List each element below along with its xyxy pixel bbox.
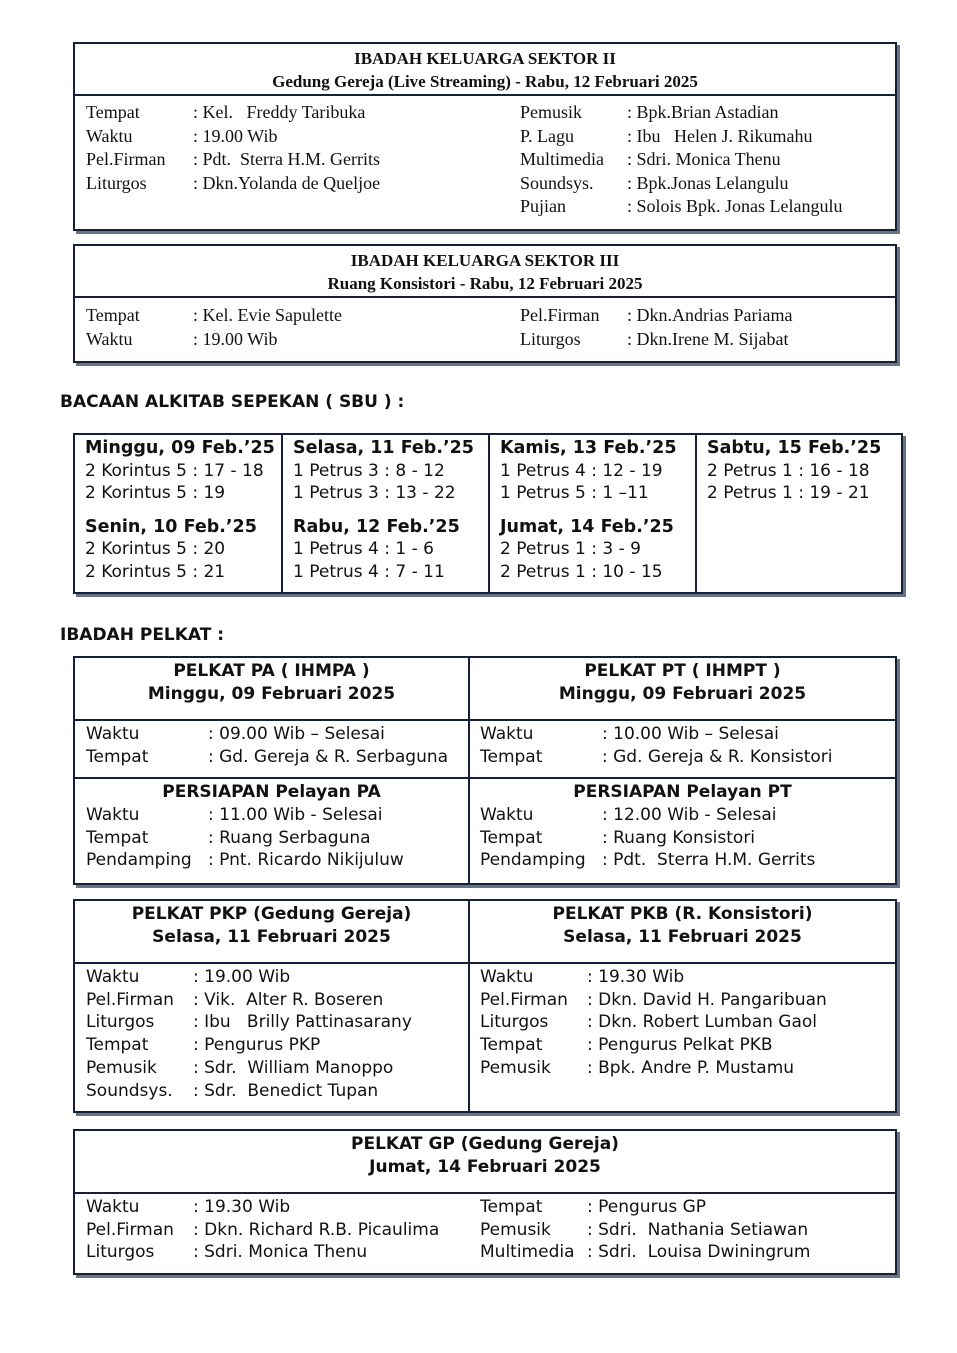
- sbu-day: Selasa, 11 Feb.’25: [293, 438, 474, 458]
- sbu-column: [75, 435, 283, 592]
- row-label: Waktu: [86, 125, 133, 146]
- row-value: : Sdri. Nathania Setiawan: [587, 1219, 809, 1240]
- row-label: Soundsys.: [520, 172, 594, 193]
- row-value: : Ruang Konsistori: [602, 827, 756, 848]
- info-row: [480, 723, 779, 746]
- gp-header: [75, 1133, 895, 1179]
- sektor3-subtitle: Ruang Konsistori - Rabu, 12 Februari 2025: [327, 274, 643, 293]
- row-value: : Vik. Alter R. Boseren: [193, 989, 384, 1010]
- row-divider: [75, 962, 895, 964]
- info-row: [86, 1080, 378, 1103]
- sbu-heading: BACAAN ALKITAB SEPEKAN ( SBU ) :: [60, 392, 405, 412]
- row-label: Pujian: [520, 196, 567, 216]
- row-value: : Bpk.Brian Astadian: [627, 102, 779, 122]
- row-value: : Pdt. Sterra H.M. Gerrits: [193, 149, 380, 169]
- pkp-title: PELKAT PKP (Gedung Gereja): [131, 904, 412, 924]
- info-row: [86, 304, 342, 328]
- sbu-reading: 2 Korintus 5 : 21: [85, 561, 226, 582]
- row-label: Waktu: [86, 967, 140, 987]
- info-row: [520, 195, 843, 219]
- info-row: [480, 1196, 706, 1219]
- pa-title: PELKAT PA ( IHMPA ): [173, 661, 370, 681]
- info-row: [86, 172, 380, 196]
- info-row: [480, 1057, 794, 1080]
- row-value: : Bpk. Andre P. Mustamu: [587, 1057, 795, 1078]
- row-label: Waktu: [480, 805, 534, 825]
- pt-title: PELKAT PT ( IHMPT ): [584, 661, 781, 681]
- sektor3-body: [75, 298, 895, 361]
- pkb-title: PELKAT PKB (R. Konsistori): [552, 904, 813, 924]
- row-label: Pel.Firman: [86, 989, 174, 1010]
- row-label: Waktu: [86, 328, 133, 349]
- sbu-reading: 2 Korintus 5 : 17 - 18: [85, 460, 264, 481]
- info-row: [86, 148, 380, 172]
- row-value: : Ruang Serbaguna: [208, 827, 371, 848]
- sbu-column: [697, 435, 901, 592]
- row-label: Tempat: [480, 746, 543, 767]
- sbu-reading: 2 Petrus 1 : 10 - 15: [500, 561, 663, 582]
- info-row: [86, 1219, 439, 1242]
- row-label: Liturgos: [86, 1242, 155, 1263]
- row-value: : Dkn.Yolanda de Queljoe: [193, 172, 381, 193]
- row-value: : Pengurus GP: [587, 1197, 707, 1217]
- info-row: [480, 989, 827, 1012]
- pkp-header: [75, 903, 468, 949]
- row-label: Pendamping: [480, 850, 586, 871]
- row-label: Waktu: [86, 1197, 140, 1217]
- info-row: [480, 1034, 773, 1057]
- pelkat-pkp-pkb-card: [73, 899, 897, 1113]
- row-value: : 11.00 Wib - Selesai: [208, 805, 383, 825]
- row-label: Tempat: [86, 305, 140, 325]
- row-label: Tempat: [86, 1035, 149, 1056]
- info-row: [86, 1057, 393, 1080]
- row-value: : Pnt. Ricardo Nikijuluw: [208, 850, 404, 871]
- row-label: Soundsys.: [86, 1080, 173, 1101]
- row-value: : Sdri. Monica Thenu: [627, 149, 781, 169]
- info-row: [520, 125, 812, 149]
- info-row: [86, 125, 277, 149]
- row-value: : 10.00 Wib – Selesai: [602, 724, 779, 744]
- row-value: : Sdri. Monica Thenu: [193, 1242, 368, 1263]
- row-label: Tempat: [480, 827, 543, 848]
- row-value: : Dkn.Irene M. Sijabat: [627, 328, 789, 349]
- row-value: : Gd. Gereja & R. Konsistori: [602, 746, 833, 767]
- info-row: [520, 172, 788, 196]
- info-row: [86, 1196, 290, 1219]
- pkp-date: Selasa, 11 Februari 2025: [152, 927, 391, 947]
- info-row: [520, 328, 788, 352]
- info-row: [86, 804, 383, 827]
- info-row: [480, 849, 815, 872]
- sbu-day: Jumat, 14 Feb.’25: [500, 516, 674, 537]
- row-value: : Dkn. Richard R.B. Picaulima: [193, 1219, 440, 1240]
- row-value: : Ibu Brilly Pattinasarany: [193, 1012, 412, 1033]
- info-row: [86, 723, 385, 746]
- row-value: : 19.00 Wib: [193, 125, 278, 146]
- row-value: : 09.00 Wib – Selesai: [208, 724, 385, 744]
- info-row: [86, 966, 290, 989]
- sbu-day: Rabu, 12 Feb.’25: [293, 516, 460, 537]
- row-value: : Ibu Helen J. Rikumahu: [627, 125, 813, 146]
- pelkat-heading: IBADAH PELKAT :: [60, 625, 225, 645]
- row-label: Pel.Firman: [480, 989, 568, 1010]
- row-label: Pemusik: [480, 1219, 551, 1240]
- row-label: Pemusik: [480, 1057, 551, 1078]
- sbu-reading: 1 Petrus 4 : 12 - 19: [500, 460, 663, 481]
- info-row: [86, 827, 371, 850]
- sbu-reading: 2 Korintus 5 : 19: [85, 483, 226, 503]
- pelkat-gp-card: [73, 1129, 897, 1275]
- sbu-reading: 1 Petrus 5 : 1 –11: [500, 483, 649, 503]
- info-row: [480, 1241, 811, 1264]
- sbu-reading: 1 Petrus 3 : 13 - 22: [293, 483, 456, 503]
- pt-header: [470, 660, 895, 706]
- info-row: [480, 804, 777, 827]
- row-value: : Sdr. William Manoppo: [193, 1057, 394, 1078]
- pa-date: Minggu, 09 Februari 2025: [147, 684, 396, 704]
- sbu-day: Senin, 10 Feb.’25: [85, 516, 257, 537]
- pkb-date: Selasa, 11 Februari 2025: [563, 927, 802, 947]
- row-label: Waktu: [480, 967, 534, 987]
- info-row: [86, 746, 448, 769]
- pkb-header: [470, 903, 895, 949]
- row-label: Tempat: [86, 102, 140, 122]
- info-row: [86, 989, 383, 1012]
- row-value: : 19.00 Wib: [193, 967, 291, 987]
- pt-prep-title: PERSIAPAN Pelayan PT: [573, 782, 792, 802]
- sbu-column: [490, 435, 697, 592]
- sbu-grid: [73, 433, 903, 594]
- pt-date: Minggu, 09 Februari 2025: [558, 684, 807, 704]
- row-value: : Pdt. Sterra H.M. Gerrits: [602, 850, 816, 871]
- info-row: [480, 746, 833, 769]
- row-value: : Pengurus Pelkat PKB: [587, 1035, 773, 1056]
- sbu-reading: 2 Petrus 1 : 19 - 21: [707, 483, 870, 503]
- gp-title: PELKAT GP (Gedung Gereja): [351, 1134, 619, 1154]
- row-label: Tempat: [86, 746, 149, 767]
- info-row: [480, 1011, 817, 1034]
- row-value: : Gd. Gereja & R. Serbaguna: [208, 746, 449, 767]
- sektor2-title: IBADAH KELUARGA SEKTOR II: [354, 49, 616, 68]
- sbu-reading: 1 Petrus 4 : 7 - 11: [293, 561, 445, 582]
- sbu-reading: 1 Petrus 4 : 1 - 6: [293, 539, 434, 559]
- sbu-reading: 2 Petrus 1 : 16 - 18: [707, 460, 870, 481]
- row-value: : Dkn. Robert Lumban Gaol: [587, 1012, 818, 1033]
- row-divider: [75, 719, 895, 721]
- info-row: [520, 304, 792, 328]
- sektor2-card: [73, 42, 897, 231]
- row-label: Pel.Firman: [86, 149, 166, 169]
- row-label: Tempat: [86, 827, 149, 848]
- row-value: : Sdr. Benedict Tupan: [193, 1080, 379, 1101]
- sektor3-title: IBADAH KELUARGA SEKTOR III: [350, 251, 620, 270]
- row-divider: [75, 777, 895, 779]
- row-label: Pendamping: [86, 850, 192, 871]
- sbu-reading: 1 Petrus 3 : 8 - 12: [293, 460, 445, 481]
- row-label: Pel.Firman: [86, 1219, 174, 1240]
- sbu-day: Kamis, 13 Feb.’25: [500, 438, 677, 458]
- sektor2-subtitle: Gedung Gereja (Live Streaming) - Rabu, 12 Februari 2025: [272, 72, 698, 91]
- row-value: : 12.00 Wib - Selesai: [602, 805, 777, 825]
- row-value: : Kel. Freddy Taribuka: [193, 102, 366, 122]
- pa-prep-title: PERSIAPAN Pelayan PA: [162, 782, 381, 802]
- info-row: [520, 148, 781, 172]
- sektor2-header: [75, 44, 895, 96]
- sbu-column: [283, 435, 490, 592]
- row-value: : Dkn. David H. Pangaribuan: [587, 989, 827, 1010]
- pa-header: [75, 660, 468, 706]
- info-row: [480, 827, 755, 850]
- pelkat-pa-pt-card: [73, 656, 897, 885]
- row-label: Pel.Firman: [520, 305, 600, 325]
- row-label: P. Lagu: [520, 125, 574, 146]
- sektor3-card: [73, 244, 897, 363]
- sektor2-body: [75, 96, 895, 229]
- info-row: [480, 1219, 808, 1242]
- row-label: Waktu: [86, 724, 140, 744]
- row-label: Tempat: [480, 1197, 543, 1217]
- row-label: Liturgos: [480, 1012, 549, 1033]
- row-value: : 19.30 Wib: [193, 1197, 291, 1217]
- info-row: [520, 101, 779, 125]
- sbu-reading: 2 Korintus 5 : 20: [85, 539, 226, 559]
- info-row: [86, 1011, 412, 1034]
- row-value: : 19.30 Wib: [587, 967, 685, 987]
- row-value: : Kel. Evie Sapulette: [193, 305, 342, 325]
- row-label: Waktu: [86, 805, 140, 825]
- row-label: Multimedia: [520, 149, 604, 169]
- info-row: [86, 1034, 320, 1057]
- info-row: [86, 1241, 367, 1264]
- info-row: [86, 328, 277, 352]
- sbu-day: Sabtu, 15 Feb.’25: [707, 438, 882, 458]
- row-label: Tempat: [480, 1035, 543, 1056]
- info-row: [480, 966, 684, 989]
- row-value: : Pengurus PKP: [193, 1035, 321, 1056]
- row-value: : Bpk.Jonas Lelangulu: [627, 172, 789, 193]
- row-label: Waktu: [480, 724, 534, 744]
- row-label: Liturgos: [520, 328, 581, 349]
- info-row: [86, 101, 365, 125]
- row-value: : Solois Bpk. Jonas Lelangulu: [627, 196, 843, 216]
- row-value: : Dkn.Andrias Pariama: [627, 305, 793, 325]
- sbu-reading: 2 Petrus 1 : 3 - 9: [500, 539, 641, 559]
- sbu-day: Minggu, 09 Feb.’25: [85, 438, 275, 458]
- row-label: Multimedia: [480, 1242, 575, 1263]
- row-value: : 19.00 Wib: [193, 328, 278, 349]
- row-label: Pemusik: [520, 102, 583, 122]
- row-value: : Sdri. Louisa Dwiningrum: [587, 1242, 811, 1263]
- row-label: Liturgos: [86, 172, 147, 193]
- row-label: Liturgos: [86, 1012, 155, 1033]
- row-label: Pemusik: [86, 1057, 157, 1078]
- info-row: [86, 849, 404, 872]
- sektor3-header: [75, 246, 895, 298]
- gp-date: Jumat, 14 Februari 2025: [369, 1157, 601, 1177]
- row-divider: [75, 1192, 895, 1194]
